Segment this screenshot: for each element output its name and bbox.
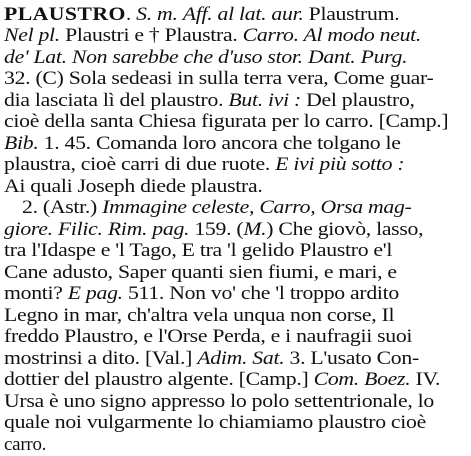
entry-text: dia lasciata lì del plaustro.: [4, 90, 229, 111]
entry-text: freddo Plaustro, e l'Orse Perda, e i naufragii suoi: [4, 326, 413, 347]
entry-text: IV.: [410, 369, 441, 390]
entry-line: [4, 25, 421, 47]
entry-text: cioè della santa Chiesa figurata per lo carro. [Camp.]: [4, 111, 449, 132]
entry-line: [4, 90, 415, 112]
entry-text: .: [125, 4, 137, 25]
entry-text: 1. 45. Comanda loro ancora che tolgano le: [38, 133, 401, 154]
entry-text: plaustra, cioè carri di due ruote.: [4, 154, 276, 175]
entry-text: Ai quali Joseph diede plaustra.: [4, 176, 263, 197]
entry-text: Cane adusto, Saper quanti sien fiumi, e mari, e: [4, 262, 397, 283]
entry-text: ) Che giovò, lasso,: [266, 219, 424, 240]
entry-line: [4, 219, 423, 241]
entry-text: Del plaustro,: [300, 90, 415, 111]
entry-line: [4, 369, 440, 391]
entry-line: [4, 240, 392, 262]
entry-text: 159. (: [189, 219, 244, 240]
entry-text: S. m.: [136, 4, 178, 25]
entry-text: dottier del plaustro algente. [Camp.]: [4, 369, 314, 390]
entry-text: M.: [243, 219, 267, 240]
entry-line: [4, 176, 263, 198]
entry-text: 2. (Astr.): [22, 197, 103, 218]
entry-line: [4, 262, 397, 284]
entry-text: Aff. al lat. aur.: [182, 4, 304, 25]
headword: PLAUSTRO: [4, 4, 126, 25]
entry-text: E ivi più sotto :: [275, 154, 405, 175]
entry-text: quale noi vulgarmente lo chiamiamo plaustro cioè: [4, 412, 426, 433]
entry-line: [4, 47, 407, 69]
entry-text: Nel pl.: [4, 25, 60, 46]
entry-text: Legno in mar, ch'altra vela unqua non corse, Il: [4, 305, 395, 326]
entry-line: [4, 326, 412, 348]
entry-line: [4, 111, 448, 133]
entry-line: [4, 305, 394, 327]
entry-text: 511. Non vo' che 'l troppo ardito: [122, 283, 399, 304]
entry-text: Com. Boez.: [313, 369, 411, 390]
entry-text: Plaustrum.: [303, 4, 400, 25]
entry-text: Plaustri e † Plaustra.: [59, 25, 243, 46]
entry-line: [4, 4, 399, 26]
entry-text: 32. (C) Sola sedeasi in sulla terra vera, Come guar-: [4, 68, 434, 89]
entry-text: Bib.: [4, 133, 39, 154]
entry-line: [4, 154, 404, 176]
entry-text: tra l'Idaspe e 'l Tago, E tra 'l gelido Plaustro e'l: [4, 240, 393, 261]
entry-line: [4, 391, 434, 413]
entry-line: [4, 412, 426, 434]
entry-text: giore. Filic. Rim. pag.: [4, 219, 190, 240]
entry-line: [4, 133, 401, 155]
entry-line: [4, 68, 433, 90]
entry-line: [4, 434, 46, 456]
entry-text: monti?: [4, 283, 68, 304]
entry-text: Adim. Sat.: [197, 348, 285, 369]
entry-text: Carro. Al modo neut.: [242, 25, 422, 46]
entry-text: Immagine celeste, Carro, Orsa mag-: [102, 197, 412, 218]
entry-text: de' Lat. Non sarebbe che d'uso stor. Dant. Purg.: [4, 47, 408, 68]
entry-line: [22, 197, 412, 219]
entry-text: Ursa è uno signo appresso lo polo settentrionale, lo: [4, 391, 434, 412]
entry-text: mostrinsi a dito. [Val.]: [4, 348, 198, 369]
entry-text: But. ivi :: [228, 90, 301, 111]
entry-line: [4, 348, 419, 370]
entry-text: 3. L'usato Con-: [284, 348, 419, 369]
entry-line: [4, 283, 399, 305]
entry-text: E pag.: [67, 283, 123, 304]
entry-text: carro.: [4, 434, 47, 455]
